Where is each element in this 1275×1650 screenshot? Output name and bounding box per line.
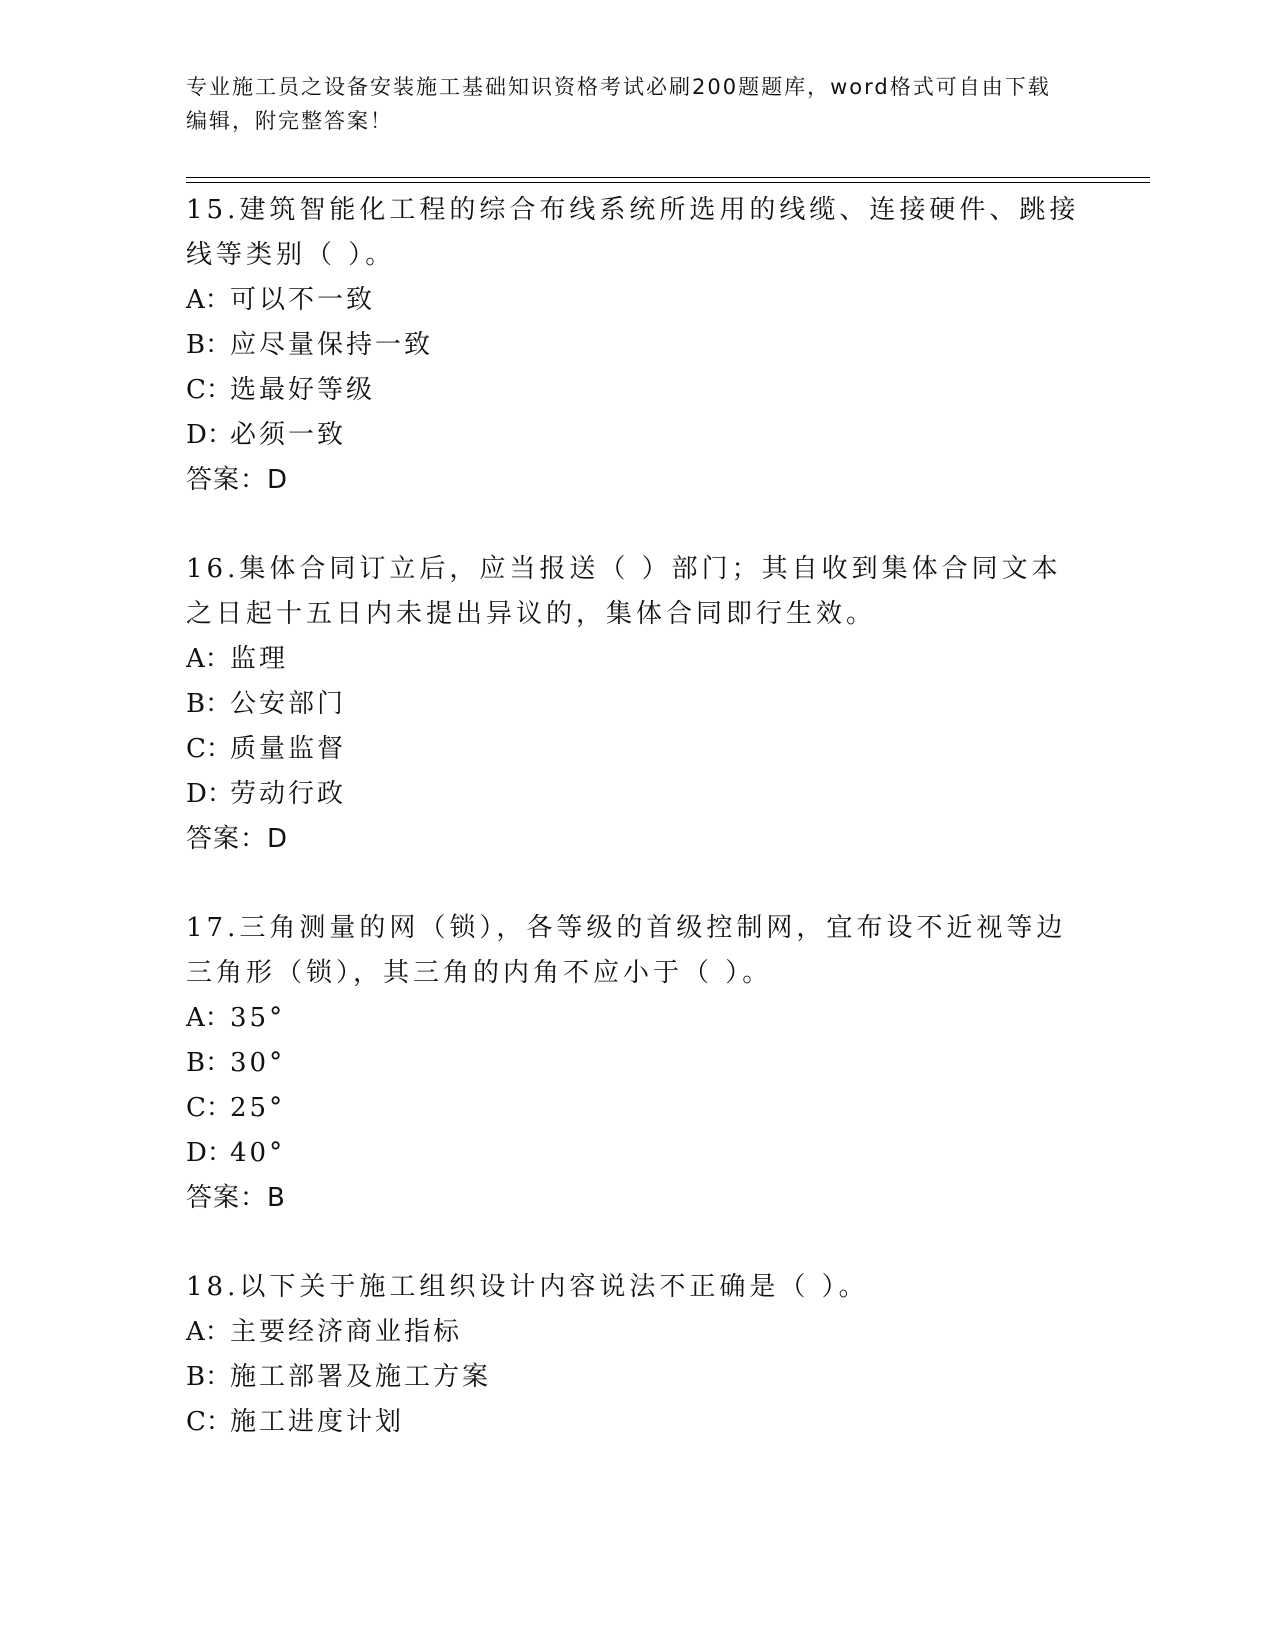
question-16 [186, 547, 1086, 862]
question-18 [186, 1265, 1086, 1445]
question-17 [186, 906, 1086, 1221]
option-text: 选最好等级 [230, 375, 376, 405]
option-key: A： [186, 1003, 231, 1033]
option-a [186, 1310, 1086, 1355]
option-key: D： [186, 420, 233, 450]
option-text: 可以不一致 [230, 285, 376, 315]
option-text: 质量监督 [230, 734, 347, 764]
option-d [186, 1131, 1086, 1176]
option-key: C： [186, 1093, 232, 1123]
option-key: C： [186, 375, 232, 405]
option-d [186, 772, 1086, 817]
option-a [186, 996, 1086, 1041]
option-text: 25° [230, 1093, 286, 1123]
option-key: B： [186, 330, 232, 360]
option-c [186, 368, 1086, 413]
option-text: 施工部署及施工方案 [230, 1362, 492, 1392]
option-key: D： [186, 779, 233, 809]
header-divider-bottom [186, 182, 1150, 183]
option-key: B： [186, 1048, 232, 1078]
option-key: C： [186, 734, 232, 764]
option-text: 监理 [230, 644, 289, 674]
option-b [186, 682, 1086, 727]
option-c [186, 1400, 1086, 1445]
option-text: 公安部门 [230, 689, 347, 719]
option-b [186, 1355, 1086, 1400]
question-stem: 16.集体合同订立后，应当报送（ ）部门；其自收到集体合同文本之日起十五日内未提出异议的，集体合同即行生效。 [186, 554, 1062, 629]
option-b [186, 1041, 1086, 1086]
option-key: A： [186, 285, 231, 315]
question-list [186, 188, 1086, 1489]
option-key: B： [186, 689, 232, 719]
option-text: 35° [230, 1003, 286, 1033]
option-text: 施工进度计划 [230, 1407, 405, 1437]
option-b [186, 323, 1086, 368]
option-text: 劳动行政 [230, 779, 347, 809]
question-stem: 18.以下关于施工组织设计内容说法不正确是（ ）。 [186, 1272, 869, 1302]
option-key: A： [186, 1317, 231, 1347]
option-a [186, 637, 1086, 682]
header-divider-top [186, 177, 1150, 178]
option-text: 30° [230, 1048, 286, 1078]
question-stem: 17.三角测量的网（锁），各等级的首级控制网，宜布设不近视等边三角形（锁），其三角的内角不应小于（ ）。 [186, 913, 1067, 988]
answer-line: 答案：B [186, 1183, 286, 1213]
option-a [186, 278, 1086, 323]
question-15 [186, 188, 1086, 503]
option-c [186, 727, 1086, 772]
option-text: 主要经济商业指标 [230, 1317, 463, 1347]
document-header: 专业施工员之设备安装施工基础知识资格考试必刷200题题库，word格式可自由下载编辑，附完整答案！ [186, 75, 1051, 133]
option-c [186, 1086, 1086, 1131]
option-key: C： [186, 1407, 232, 1437]
answer-line: 答案：D [186, 824, 289, 854]
option-key: A： [186, 644, 231, 674]
option-key: D： [186, 1138, 233, 1168]
option-text: 40° [230, 1138, 286, 1168]
question-stem: 15.建筑智能化工程的综合布线系统所选用的线缆、连接硬件、跳接线等类别（ ）。 [186, 195, 1080, 270]
option-text: 必须一致 [230, 420, 347, 450]
option-text: 应尽量保持一致 [230, 330, 434, 360]
option-key: B： [186, 1362, 232, 1392]
answer-line: 答案：D [186, 465, 289, 495]
option-d [186, 413, 1086, 458]
